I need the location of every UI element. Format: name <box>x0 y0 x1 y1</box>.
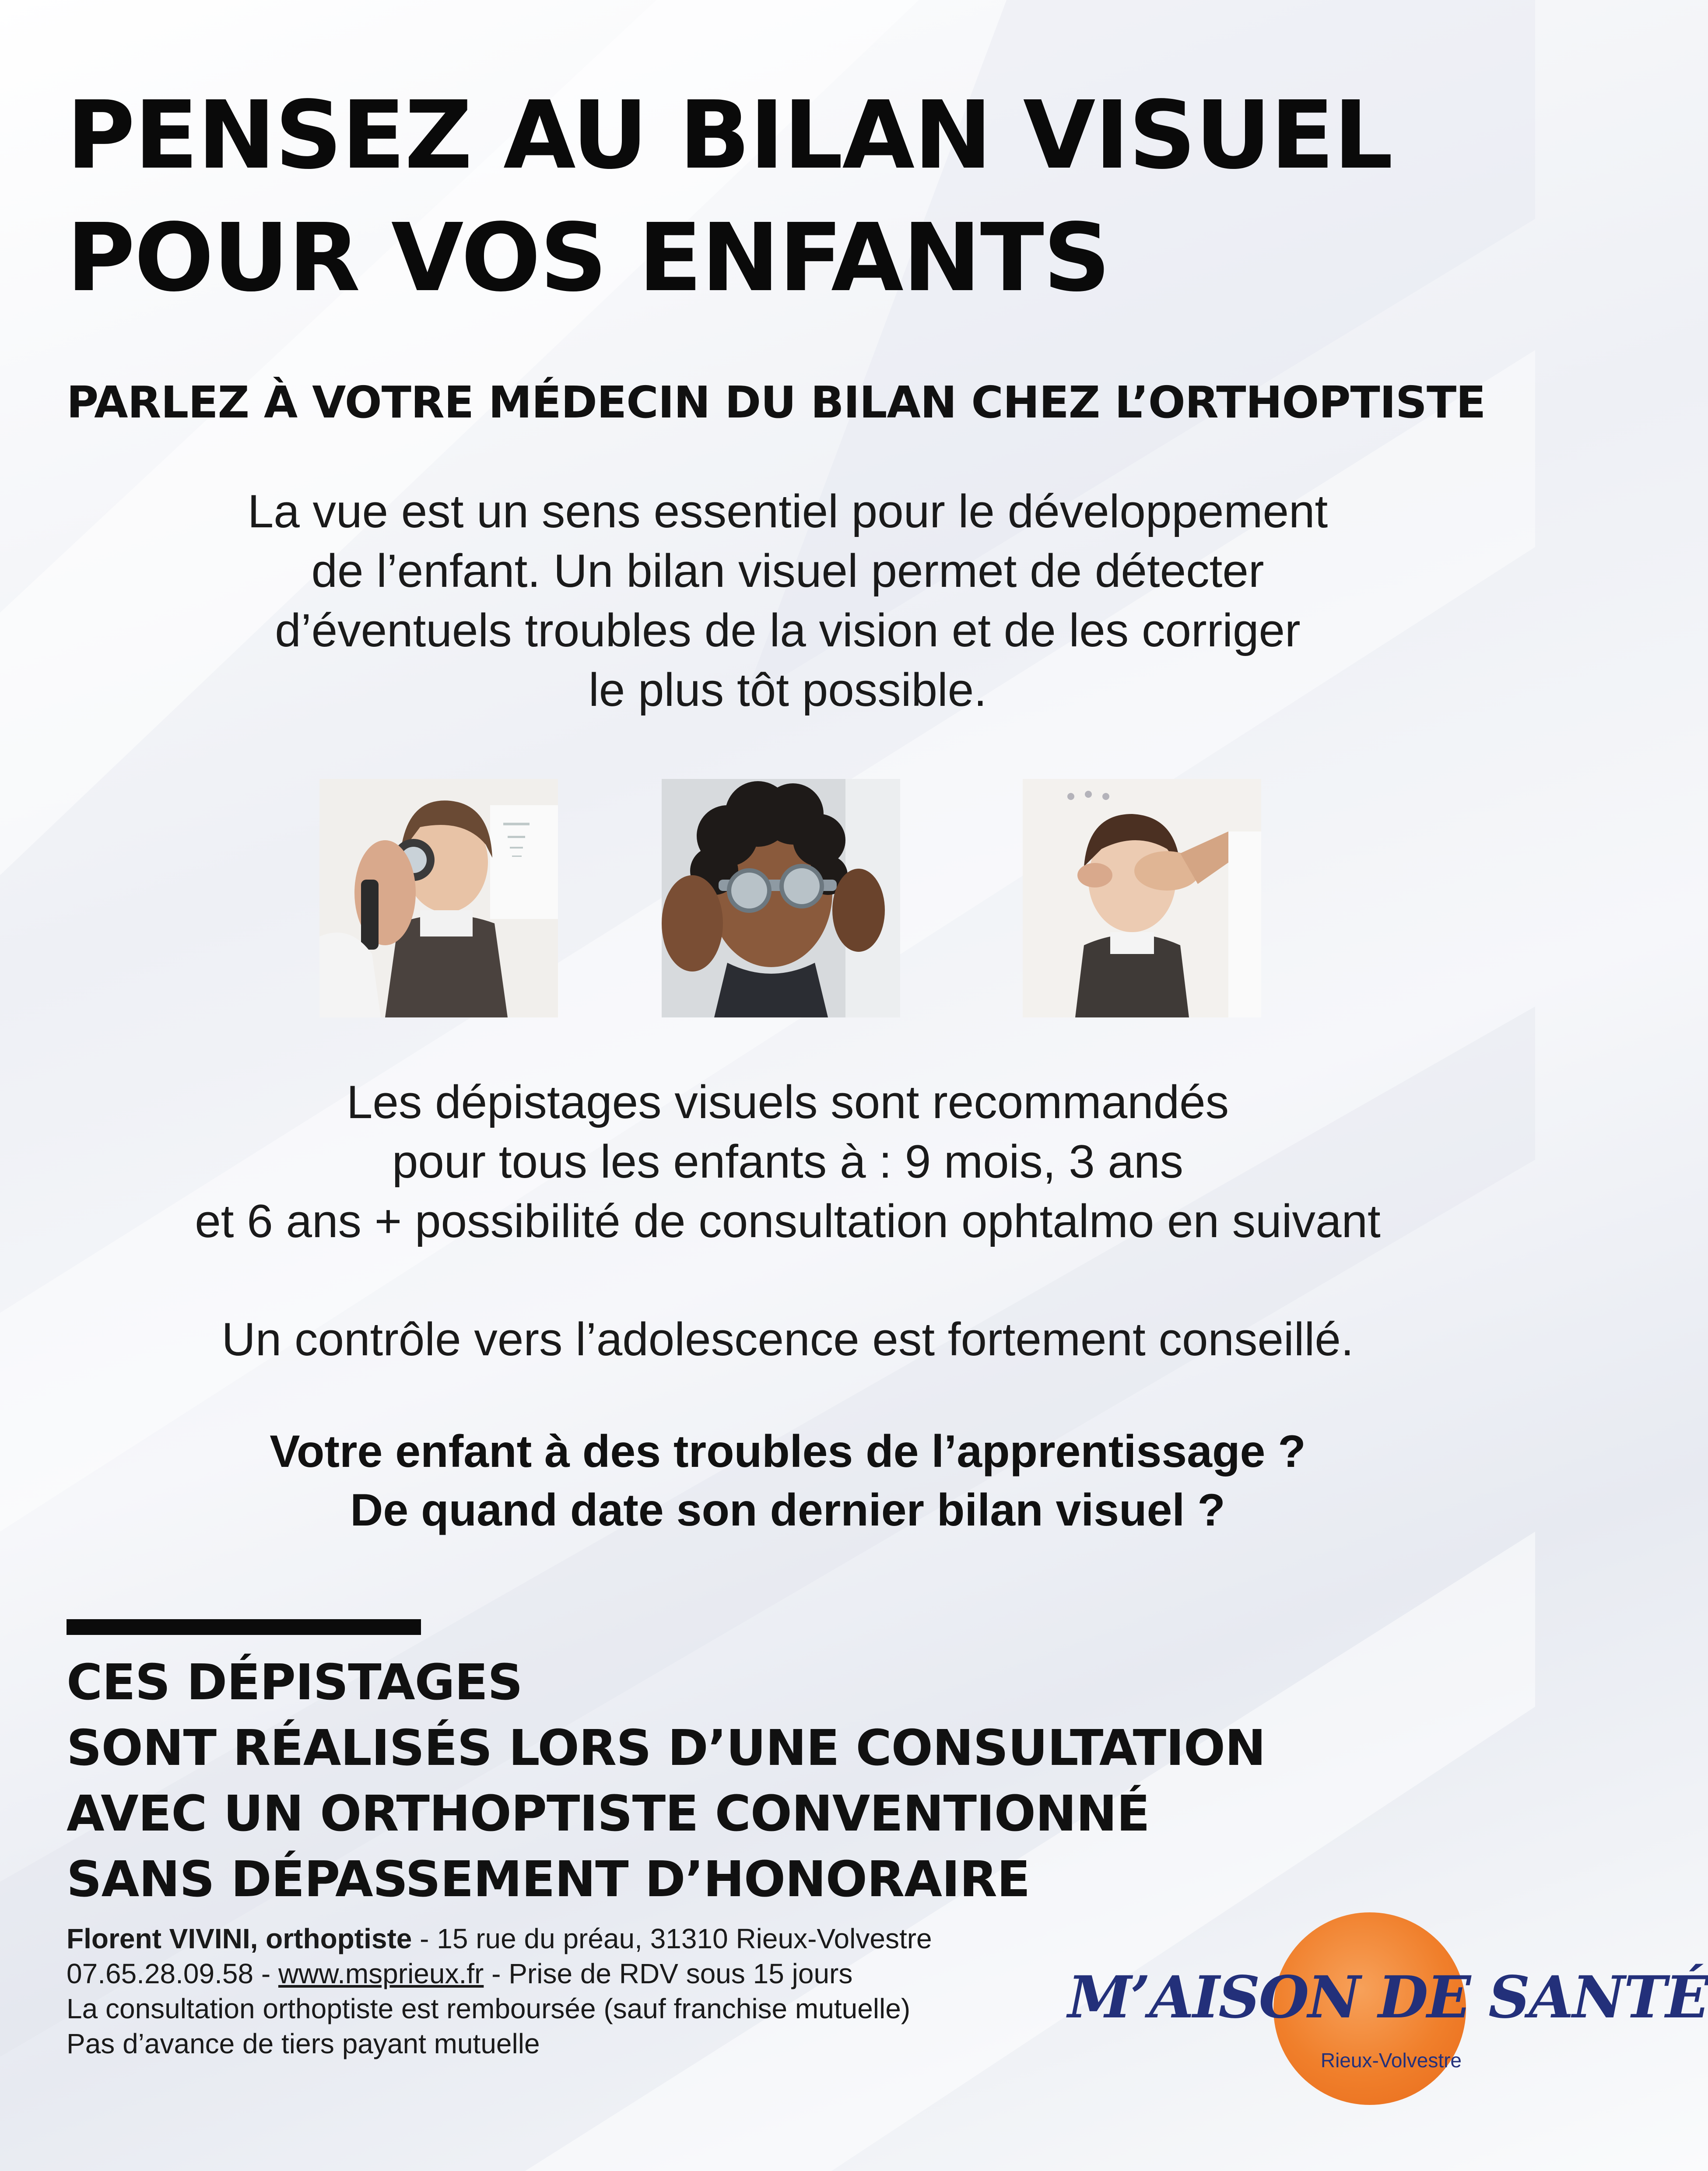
question-2: De quand date son dernier bilan visuel ? <box>350 1485 1225 1536</box>
depistages-line-4: SANS DÉPASSEMENT D’HONORAIRE <box>67 1851 1030 1908</box>
intro-paragraph <box>109 481 1466 719</box>
footer-line-2 <box>67 1956 1073 1991</box>
adolescence-note: Un contrôle vers l’adolescence est fortement conseillé. <box>221 1313 1354 1365</box>
phone: 07.65.28.09.58 <box>67 1958 254 1989</box>
reco-line-3: et 6 ans + possibilité de consultation ophtalmo en suivant <box>195 1195 1381 1247</box>
recommendation-paragraph <box>109 1072 1466 1251</box>
maison-de-sante-logo <box>1059 1908 1708 2118</box>
subtitle: PARLEZ À VOTRE MÉDECIN DU BILAN CHEZ L’ORTHOPTISTE <box>67 377 1486 428</box>
divider-bar <box>67 1619 421 1635</box>
depistages-line-2: SONT RÉALISÉS LORS D’UNE CONSULTATION <box>67 1720 1266 1777</box>
address: - 15 rue du préau, 31310 Rieux-Volvestre <box>412 1923 932 1954</box>
intro-line-4: le plus tôt possible. <box>588 663 987 716</box>
title-line-2: POUR VOS ENFANTS <box>67 203 1110 312</box>
website-link[interactable]: www.msprieux.fr <box>278 1958 484 1989</box>
logo-name: M’AISON DE SANTÉ <box>1068 1964 1708 2031</box>
footer-line-1 <box>67 1921 1073 1956</box>
contact-footer <box>67 1921 1073 2061</box>
reco-line-1: Les dépistages visuels sont recommandés <box>346 1076 1229 1128</box>
reco-line-2: pour tous les enfants à : 9 mois, 3 ans <box>392 1135 1184 1188</box>
page-title <box>67 74 1489 319</box>
questions <box>109 1422 1466 1540</box>
separator: - <box>253 1958 278 1989</box>
tiers-payant-info: Pas d’avance de tiers payant mutuelle <box>67 2028 540 2059</box>
photo-trial-frame <box>662 779 900 1017</box>
depistages-line-1: CES DÉPISTAGES <box>67 1654 523 1711</box>
depistages-line-3: AVEC UN ORTHOPTISTE CONVENTIONNÉ <box>67 1785 1150 1842</box>
practitioner-name: Florent VIVINI, orthoptiste <box>67 1923 412 1954</box>
depistages-heading <box>67 1650 1379 1912</box>
intro-line-1: La vue est un sens essentiel pour le développement <box>247 485 1328 537</box>
intro-line-3: d’éventuels troubles de la vision et de les corriger <box>275 604 1301 656</box>
intro-line-2: de l’enfant. Un bilan visuel permet de détecter <box>311 544 1264 597</box>
rdv-info: - Prise de RDV sous 15 jours <box>484 1958 853 1989</box>
photo-child-covering-eye <box>1023 779 1261 1017</box>
logo-place: Rieux-Volvestre <box>1320 2049 1462 2072</box>
question-1: Votre enfant à des troubles de l’apprentissage ? <box>270 1426 1306 1477</box>
title-line-1: PENSEZ AU BILAN VISUEL <box>67 81 1392 190</box>
photo-child-eye-test <box>319 779 558 1017</box>
reimbursement-info: La consultation orthoptiste est remboursée (sauf franchise mutuelle) <box>67 1993 911 2024</box>
